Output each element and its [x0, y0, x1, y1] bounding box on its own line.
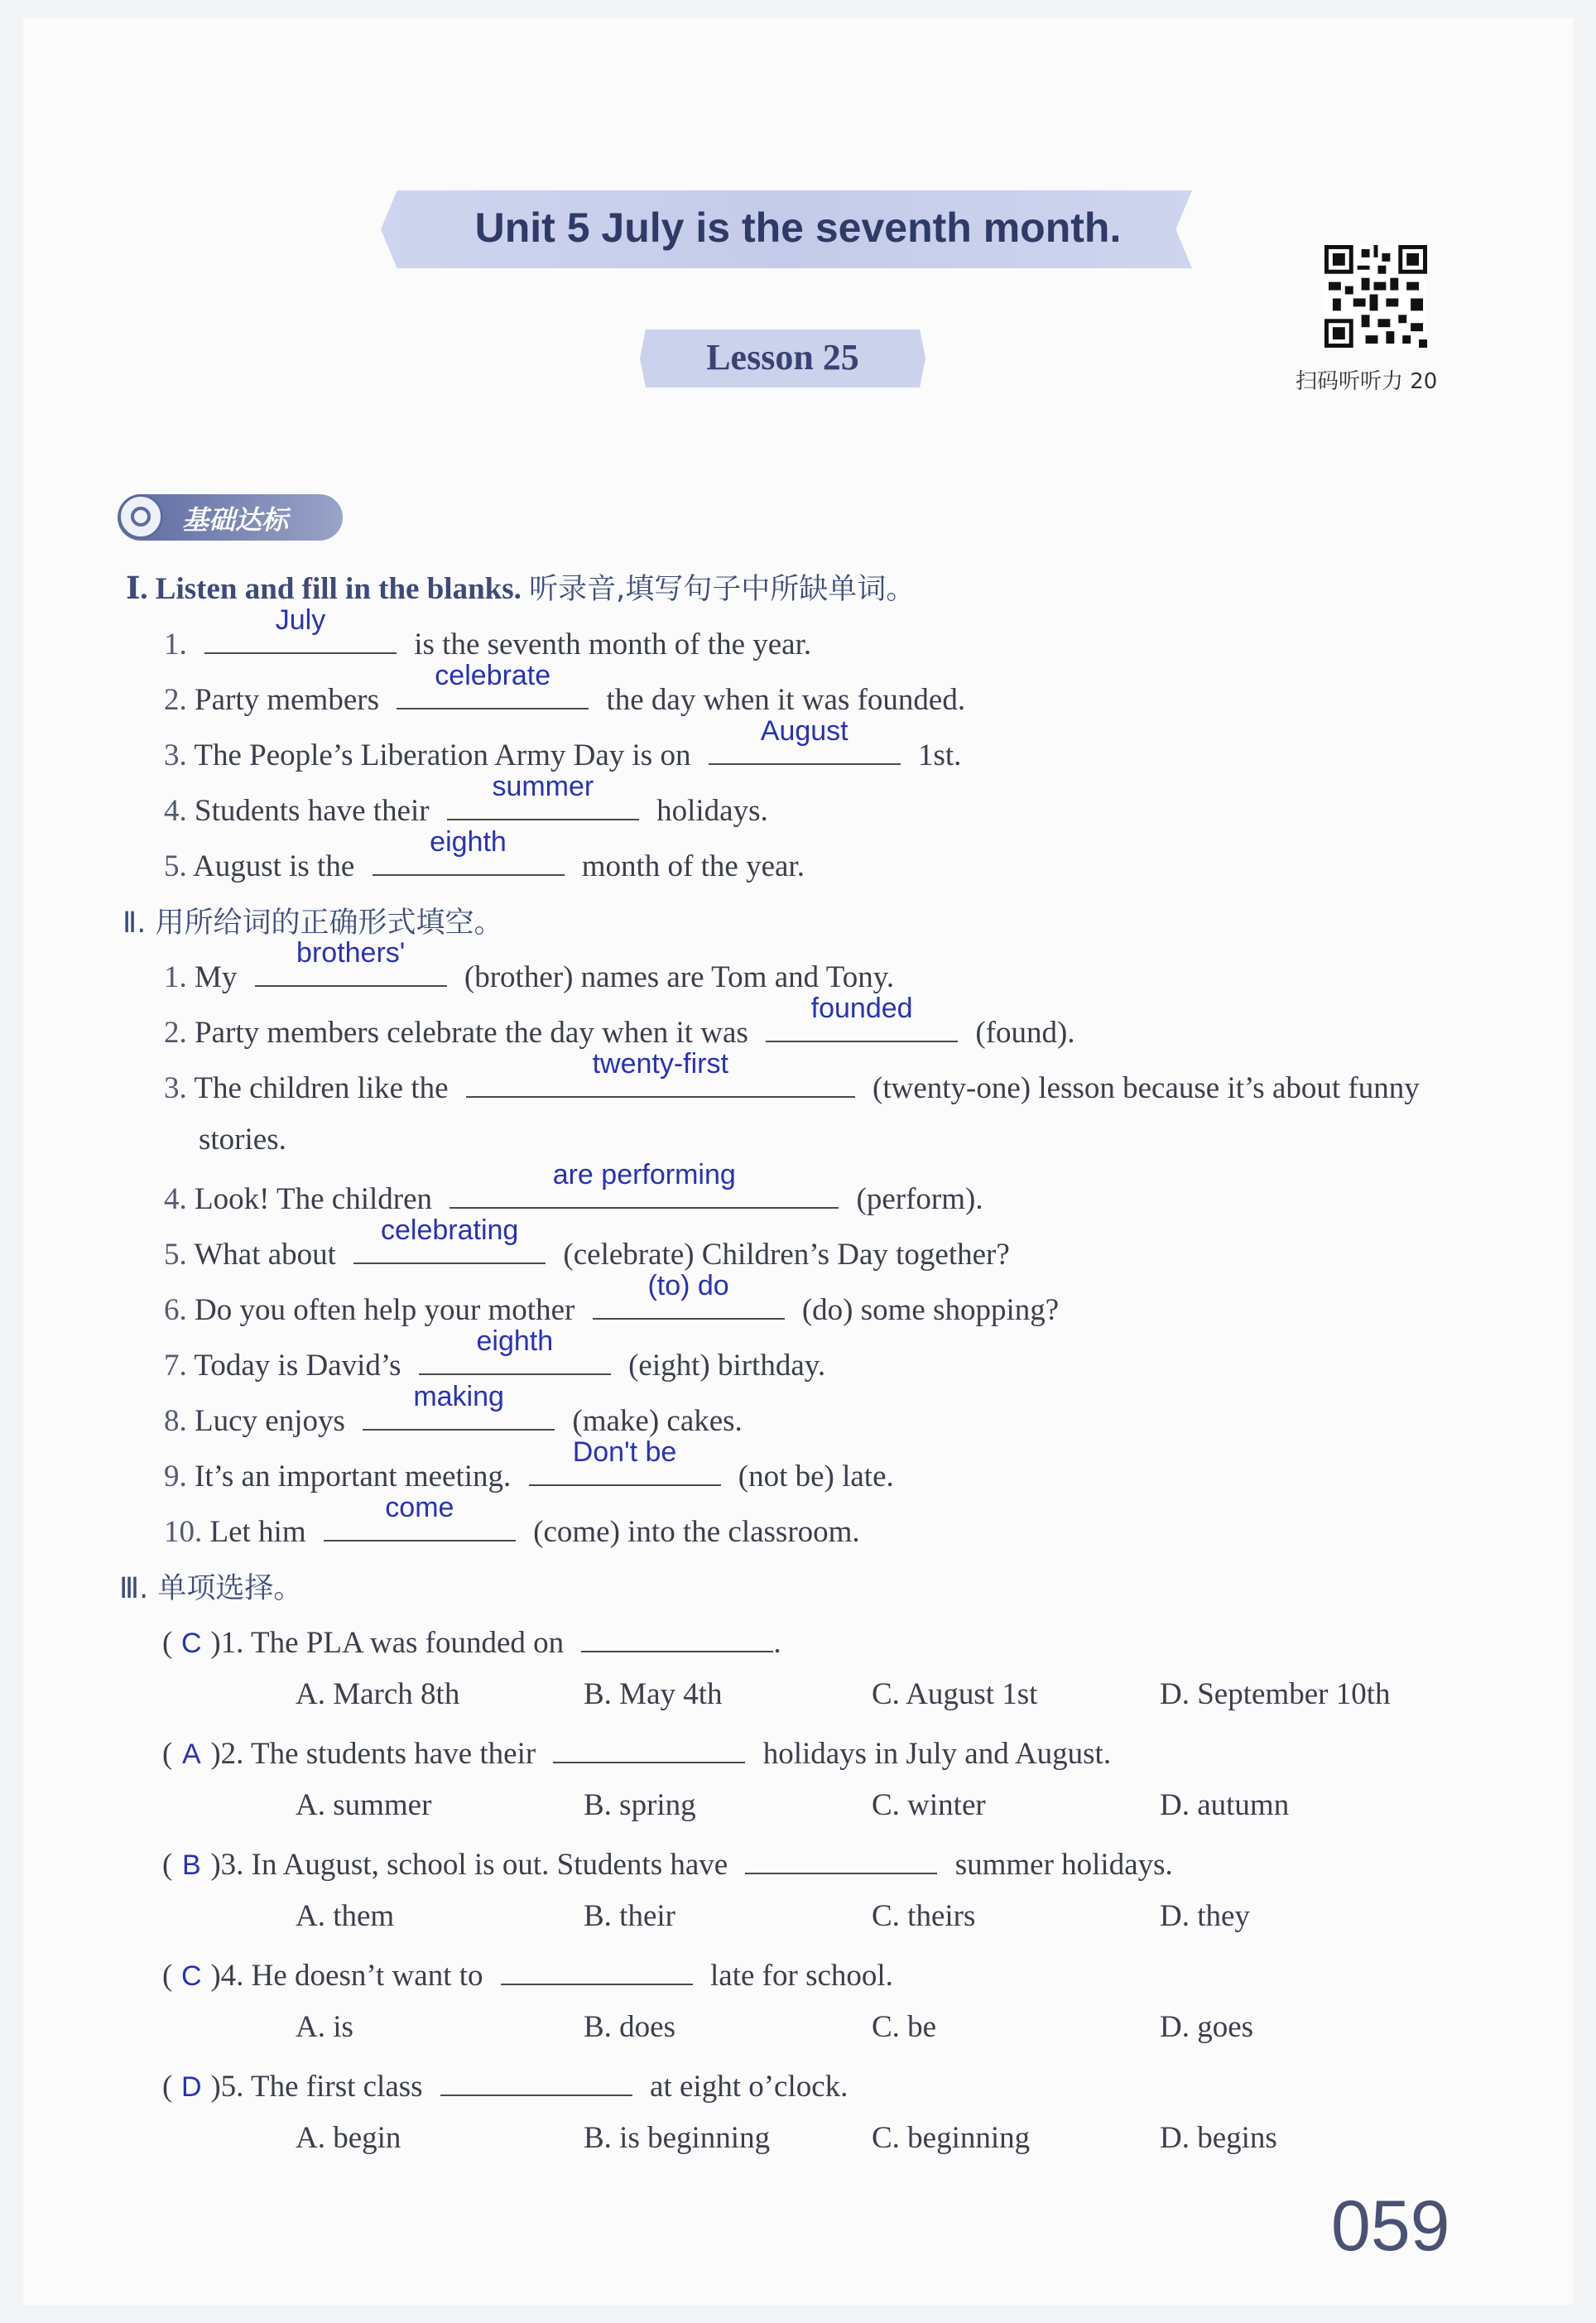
handwritten-answer: are performing — [552, 1159, 736, 1190]
sentence-text: is the seventh month of the year. — [414, 628, 812, 661]
part3-heading — [119, 1566, 302, 1607]
option-b[interactable]: B. their — [584, 1899, 675, 1933]
answer-blank[interactable] — [466, 1048, 855, 1098]
question-text: holidays in July and August. — [762, 1737, 1112, 1771]
part2-item-8 — [164, 1381, 743, 1439]
answer-blank — [501, 1954, 693, 1985]
mc-options-1 — [296, 1676, 1390, 1712]
mc-question-4 — [162, 1954, 893, 1994]
sentence-text: (celebrate) Children’s Day together? — [563, 1238, 1010, 1272]
handwritten-answer: making — [413, 1381, 504, 1412]
option-d[interactable]: D. September 10th — [1160, 1677, 1391, 1711]
option-b[interactable]: B. is beginning — [584, 2121, 771, 2155]
sentence-text: month of the year. — [581, 849, 805, 883]
item-number: 7. — [164, 1349, 187, 1383]
option-b[interactable]: B. May 4th — [584, 1677, 723, 1711]
sentence-text: The children like the — [194, 1071, 449, 1105]
answer-blank[interactable] — [397, 660, 589, 709]
sentence-text: Party members celebrate the day when it was — [195, 1016, 748, 1050]
sentence-text: the day when it was founded. — [606, 683, 966, 717]
sentence-text: Students have their — [195, 794, 430, 828]
option-b[interactable]: B. spring — [584, 1788, 696, 1822]
mc-question-3 — [162, 1843, 1173, 1883]
part2-item-1 — [164, 937, 895, 995]
sentence-text: August is the — [192, 849, 355, 883]
sentence-text: (twenty-one) lesson because it’s about funny — [873, 1071, 1420, 1105]
part2-item-3-continued — [199, 1122, 286, 1157]
sentence-text: Look! The children — [195, 1182, 433, 1216]
choice-answer[interactable]: C — [181, 1628, 202, 1659]
part1-heading-en: Ⅰ. Listen and fill in the blanks. — [126, 572, 522, 606]
choice-answer[interactable]: D — [181, 2071, 202, 2103]
answer-blank[interactable] — [419, 1325, 611, 1375]
item-number: 4. — [164, 794, 187, 828]
sentence-text: It’s an important meeting. — [195, 1460, 512, 1493]
part2-item-2 — [164, 993, 1075, 1051]
sentence-text: holidays. — [656, 794, 768, 828]
mc-question-1 — [162, 1621, 781, 1661]
part2-heading — [123, 900, 502, 941]
part2-item-9 — [164, 1436, 894, 1494]
option-c[interactable]: C. be — [872, 2010, 937, 2044]
handwritten-answer: eighth — [476, 1325, 554, 1357]
item-number: 2. — [164, 683, 187, 717]
sentence-text: Today is David’s — [194, 1349, 401, 1383]
option-a[interactable]: A. summer — [296, 1788, 432, 1822]
option-d[interactable]: D. goes — [1160, 2010, 1254, 2044]
option-c[interactable]: C. theirs — [872, 1899, 976, 1933]
item-number: 3. — [164, 738, 187, 772]
item-number: )2. — [210, 1737, 244, 1771]
mc-options-5 — [296, 2120, 1277, 2156]
answer-blank[interactable] — [449, 1159, 839, 1209]
target-icon — [118, 494, 163, 539]
item-number: 8. — [164, 1404, 187, 1438]
answer-blank[interactable] — [593, 1270, 785, 1320]
handwritten-answer: summer — [492, 771, 594, 802]
answer-blank — [745, 1843, 937, 1874]
page-number: 059 — [1331, 2186, 1450, 2266]
item-number: 1. — [164, 960, 187, 994]
answer-blank — [581, 1621, 773, 1652]
answer-blank[interactable] — [324, 1492, 516, 1541]
option-a[interactable]: A. them — [296, 1899, 395, 1933]
option-a[interactable]: A. March 8th — [296, 1677, 460, 1711]
sentence-text: (eight) birthday. — [628, 1349, 826, 1383]
sentence-text: Party members — [195, 683, 379, 717]
part2-item-10 — [164, 1492, 860, 1550]
question-text: at eight o’clock. — [650, 2070, 848, 2104]
sentence-text: stories. — [199, 1123, 286, 1157]
item-number: )3. — [210, 1848, 244, 1882]
qr-caption: 扫码听听力 20 — [1296, 369, 1438, 394]
question-text: The PLA was founded on — [251, 1626, 565, 1660]
choice-answer[interactable]: A — [181, 1739, 201, 1770]
handwritten-answer: founded — [810, 993, 913, 1024]
sentence-text: Let him — [209, 1515, 306, 1549]
item-number: 5. — [164, 1238, 187, 1272]
option-c[interactable]: C. winter — [872, 1788, 986, 1822]
section-badge-label: 基础达标 — [182, 504, 289, 536]
sentence-text: (brother) names are Tom and Tony. — [464, 960, 895, 994]
handwritten-answer: twenty-first — [592, 1048, 728, 1080]
part2-item-3 — [164, 1048, 1420, 1106]
sentence-text: My — [195, 960, 238, 994]
mc-options-3 — [296, 1898, 1250, 1934]
part3-heading-text: Ⅲ. 单项选择。 — [119, 1572, 303, 1605]
sentence-text: (come) into the classroom. — [533, 1515, 860, 1549]
option-d[interactable]: D. begins — [1160, 2121, 1277, 2155]
part2-heading-text: Ⅱ. 用所给词的正确形式填空。 — [123, 907, 503, 940]
handwritten-answer: (to) do — [647, 1270, 729, 1301]
question-text: He doesn’t want to — [251, 1959, 483, 1993]
sentence-text: (make) cakes. — [572, 1404, 743, 1438]
answer-blank[interactable] — [204, 604, 397, 654]
handwritten-answer: come — [385, 1492, 454, 1523]
part1-item-3 — [164, 715, 962, 773]
handwritten-answer: celebrating — [381, 1214, 519, 1246]
answer-blank — [553, 1732, 745, 1763]
option-d[interactable]: D. they — [1160, 1899, 1250, 1933]
question-text: summer holidays. — [954, 1848, 1173, 1882]
handwritten-answer: Don't be — [572, 1436, 677, 1468]
sentence-text: 1st. — [917, 738, 962, 772]
part2-item-7 — [164, 1325, 826, 1383]
paren-open: ( — [162, 1626, 173, 1660]
part1-item-4 — [164, 771, 768, 829]
part1-heading-cn: 听录音,填写句子中所缺单词。 — [529, 573, 916, 606]
answer-blank — [440, 2065, 632, 2096]
item-number: )5. — [210, 2070, 244, 2104]
question-text: . — [773, 1626, 781, 1660]
question-text: In August, school is out. Students have — [251, 1848, 728, 1882]
handwritten-answer: August — [760, 715, 848, 747]
part2-item-6 — [164, 1270, 1060, 1328]
mc-question-5 — [162, 2065, 848, 2104]
answer-blank[interactable] — [353, 1214, 546, 1264]
choice-answer[interactable]: C — [181, 1960, 202, 1992]
sentence-text: (do) some shopping? — [801, 1293, 1060, 1327]
option-c[interactable]: C. August 1st — [872, 1677, 1038, 1711]
answer-blank[interactable] — [447, 771, 639, 820]
choice-answer[interactable]: B — [181, 1849, 201, 1881]
paren-open: ( — [162, 1959, 173, 1993]
question-text: late for school. — [710, 1959, 893, 1993]
item-number: 3. — [164, 1071, 187, 1105]
answer-blank[interactable] — [709, 715, 901, 765]
item-number: )4. — [210, 1959, 244, 1993]
mc-options-2 — [296, 1787, 1289, 1823]
option-b[interactable]: B. does — [584, 2010, 675, 2044]
item-number: 6. — [164, 1293, 187, 1327]
sentence-text: Do you often help your mother — [195, 1293, 575, 1327]
part1-heading — [126, 566, 915, 608]
item-number: 4. — [164, 1182, 187, 1216]
answer-blank[interactable] — [373, 826, 565, 876]
item-number: 9. — [164, 1460, 187, 1493]
qr-code-icon[interactable] — [1324, 245, 1427, 348]
unit-title: Unit 5 July is the seventh month. — [474, 204, 1122, 251]
answer-blank[interactable] — [766, 993, 958, 1042]
sentence-text: Lucy enjoys — [195, 1404, 345, 1438]
question-text: The students have their — [251, 1737, 536, 1771]
part2-item-5 — [164, 1214, 1010, 1272]
paren-open: ( — [162, 2070, 173, 2104]
sentence-text: (perform). — [856, 1182, 983, 1216]
answer-blank[interactable] — [363, 1381, 555, 1431]
part1-item-1 — [164, 604, 812, 662]
option-d[interactable]: D. autumn — [1160, 1788, 1290, 1822]
question-text: The first class — [251, 2070, 423, 2104]
answer-blank[interactable] — [255, 937, 447, 987]
mc-options-4 — [296, 2009, 1253, 2045]
part1-item-2 — [164, 660, 966, 718]
mc-question-2 — [162, 1732, 1111, 1772]
option-a[interactable]: A. begin — [296, 2121, 401, 2155]
paren-open: ( — [162, 1737, 173, 1771]
sentence-text: (not be) late. — [738, 1460, 894, 1493]
handwritten-answer: brothers' — [296, 937, 406, 969]
part2-item-4 — [164, 1159, 983, 1217]
handwritten-answer: July — [275, 604, 326, 636]
option-c[interactable]: C. beginning — [872, 2121, 1031, 2155]
item-number: 10. — [164, 1515, 203, 1549]
item-number: 1. — [164, 628, 187, 661]
item-number: 5. — [164, 849, 187, 883]
option-a[interactable]: A. is — [296, 2010, 353, 2044]
handwritten-answer: celebrate — [435, 660, 551, 691]
part1-item-5 — [164, 826, 805, 884]
item-number: 2. — [164, 1016, 187, 1050]
paren-open: ( — [162, 1848, 173, 1882]
answer-blank[interactable] — [529, 1436, 721, 1486]
lesson-title: Lesson 25 — [706, 337, 859, 378]
sentence-text: What about — [194, 1238, 336, 1272]
handwritten-answer: eighth — [430, 826, 507, 858]
sentence-text: (found). — [975, 1016, 1075, 1050]
sentence-text: The People’s Liberation Army Day is on — [194, 738, 691, 772]
item-number: )1. — [210, 1626, 244, 1660]
